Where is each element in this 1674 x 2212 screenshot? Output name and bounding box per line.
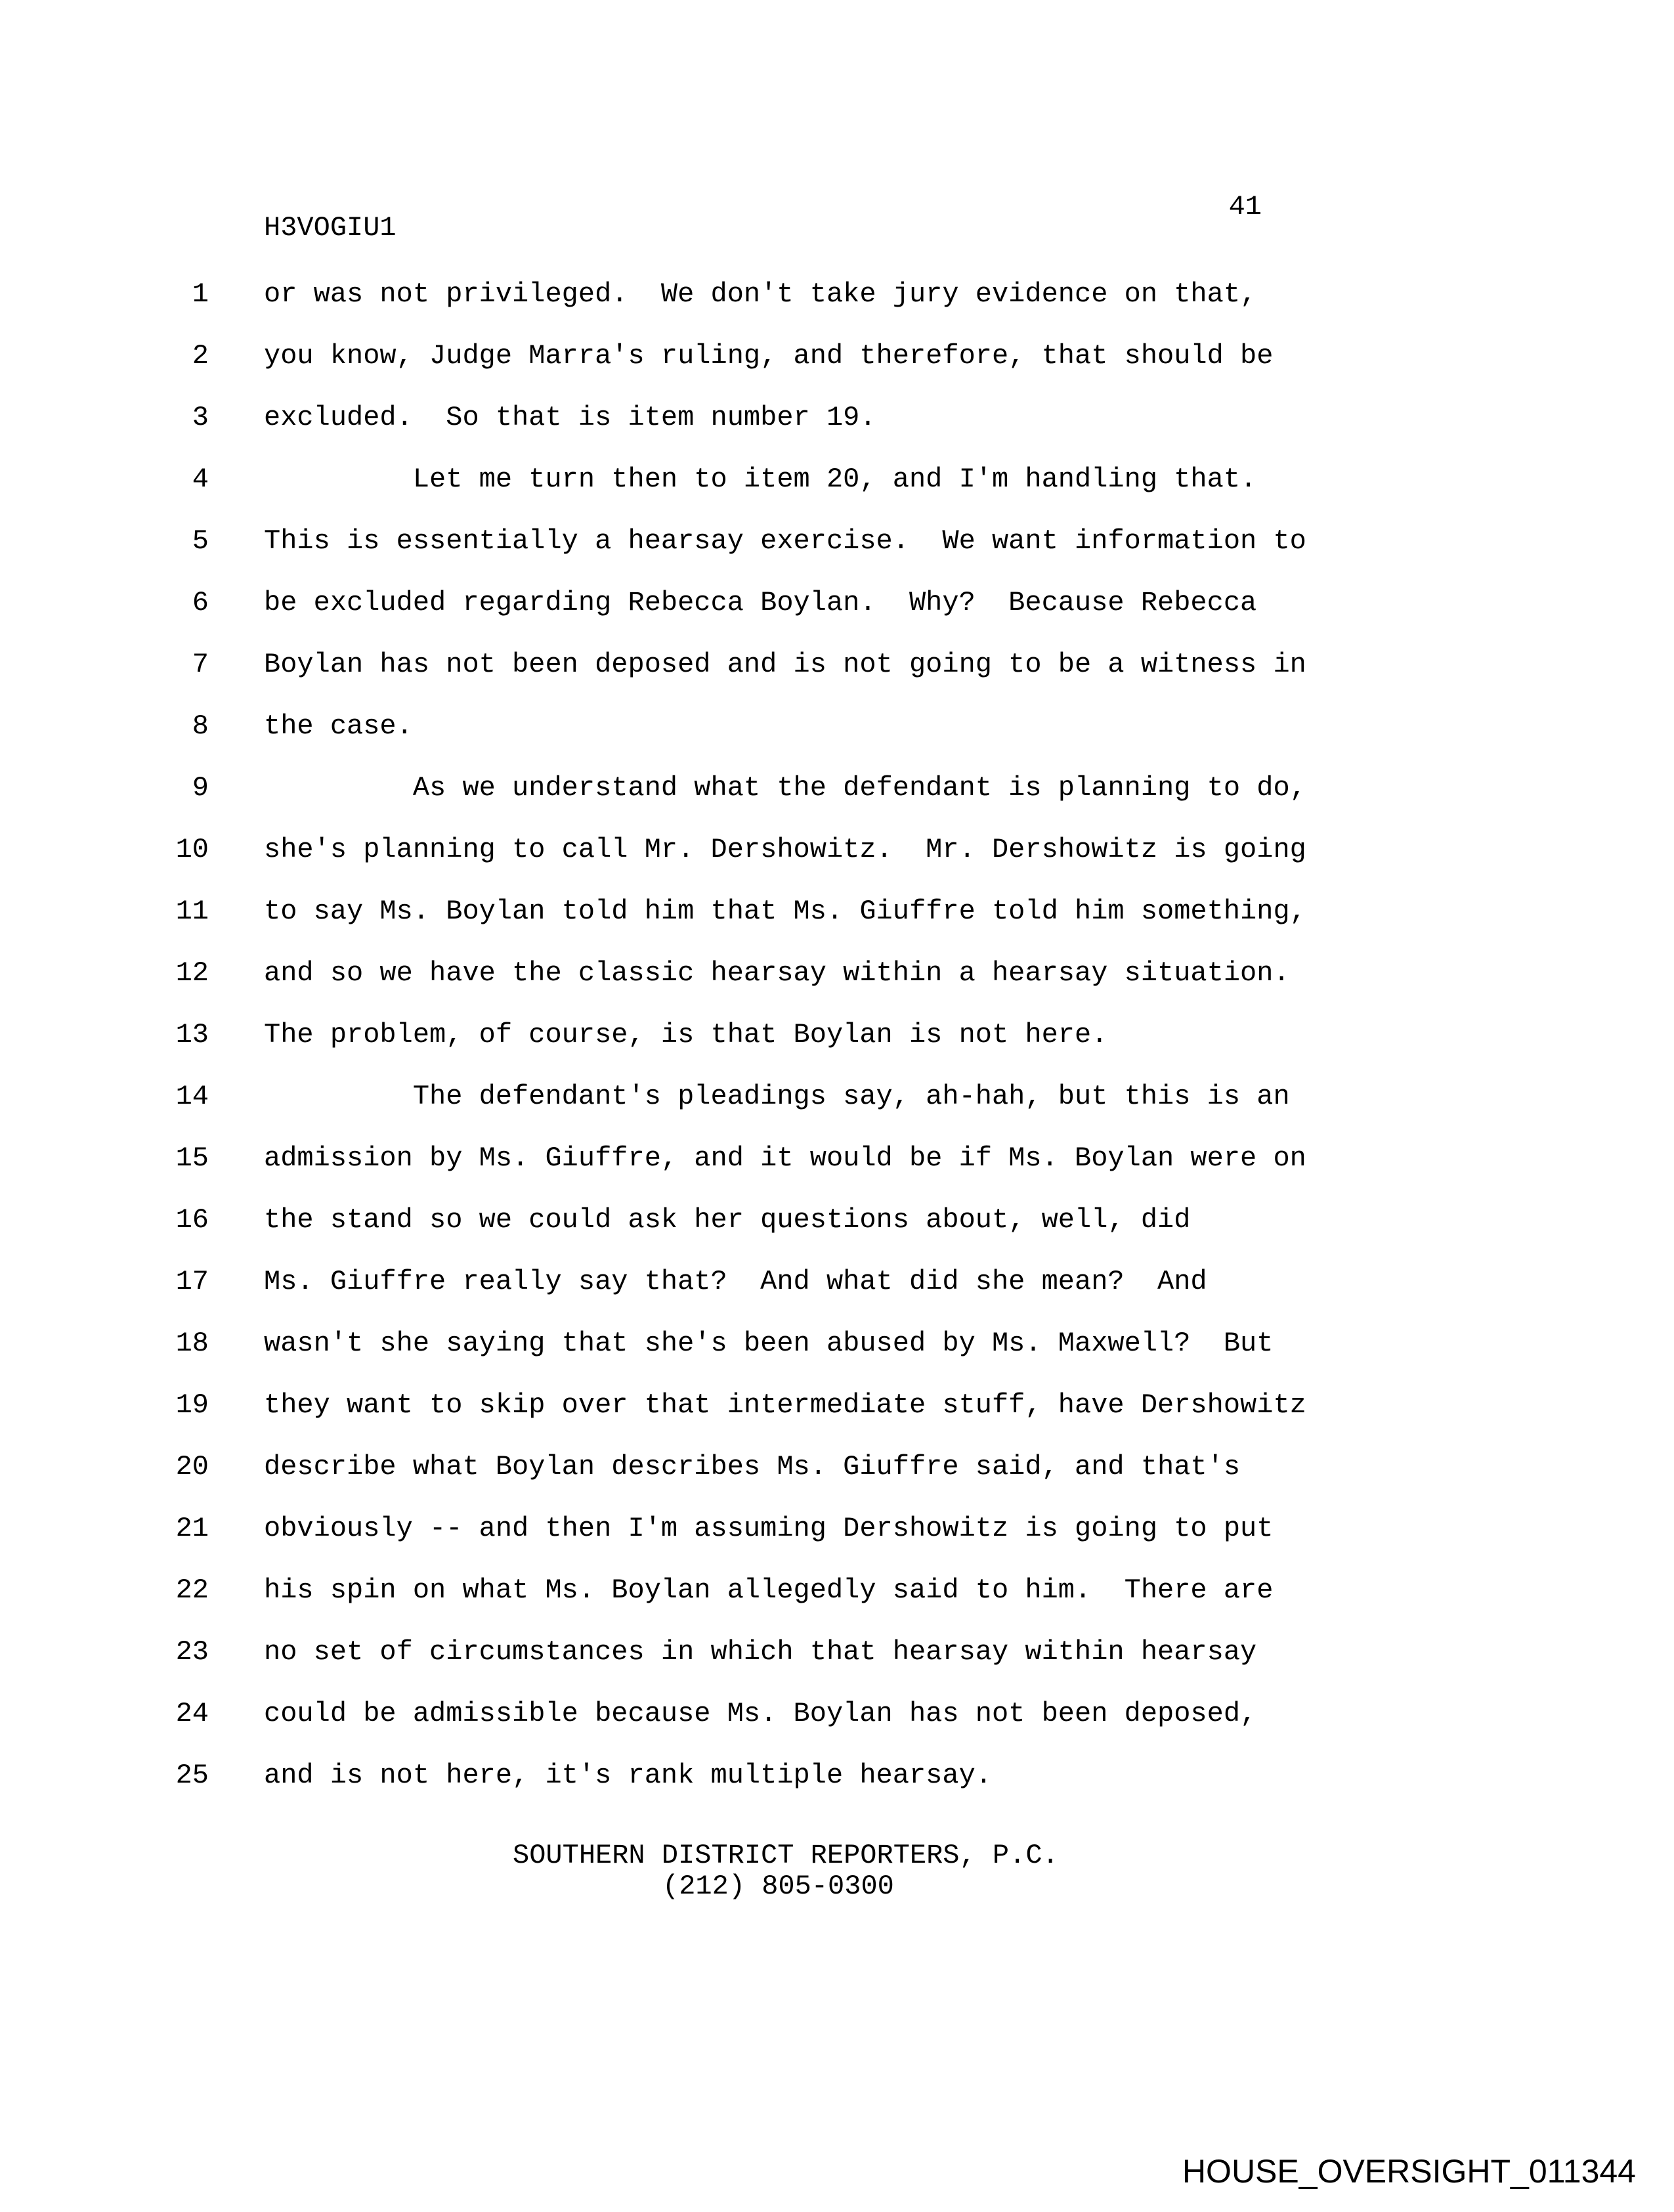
line-number: 22: [175, 1574, 209, 1606]
line-number: 12: [175, 957, 209, 989]
line-text: Ms. Giuffre really say that? And what did she mean? And: [264, 1266, 1207, 1297]
line-number: 11: [175, 896, 209, 927]
line-number: 24: [175, 1698, 209, 1729]
line-number: 4: [192, 464, 209, 495]
transcript-line-row: [0, 1575, 1674, 1605]
transcript-header-code: H3VOGIU1: [264, 212, 397, 244]
line-text: Let me turn then to item 20, and I'm handling that.: [264, 464, 1257, 495]
line-text: the case.: [264, 710, 413, 742]
line-text: This is essentially a hearsay exercise. We want information to: [264, 525, 1306, 557]
transcript-line-row: [0, 279, 1674, 309]
line-number: 8: [192, 710, 209, 742]
reporter-footer-name: SOUTHERN DISTRICT REPORTERS, P.C.: [513, 1840, 1059, 1871]
transcript-line-row: [0, 1390, 1674, 1420]
transcript-line-row: [0, 1699, 1674, 1729]
line-text: be excluded regarding Rebecca Boylan. Why? Because Rebecca: [264, 587, 1257, 618]
transcript-line-row: [0, 1205, 1674, 1235]
line-number: 21: [175, 1513, 209, 1544]
line-number: 25: [175, 1760, 209, 1791]
transcript-line-row: [0, 649, 1674, 680]
line-text: As we understand what the defendant is planning to do,: [264, 772, 1306, 804]
line-text: obviously -- and then I'm assuming Dershowitz is going to put: [264, 1513, 1274, 1544]
line-text: and so we have the classic hearsay within a hearsay situation.: [264, 957, 1290, 989]
line-text: excluded. So that is item number 19.: [264, 402, 876, 433]
transcript-line-row: [0, 773, 1674, 803]
line-number: 1: [192, 278, 209, 310]
line-text: to say Ms. Boylan told him that Ms. Giuffre told him something,: [264, 896, 1306, 927]
transcript-line-row: [0, 958, 1674, 988]
bates-stamp: HOUSE_OVERSIGHT_011344: [1182, 2153, 1636, 2190]
line-number: 5: [192, 525, 209, 557]
line-text: or was not privileged. We don't take jury evidence on that,: [264, 278, 1257, 310]
line-text: and is not here, it's rank multiple hearsay.: [264, 1760, 992, 1791]
transcript-line-row: [0, 588, 1674, 618]
transcript-line-row: [0, 1081, 1674, 1112]
line-number: 10: [175, 834, 209, 865]
transcript-line-row: [0, 341, 1674, 371]
line-text: admission by Ms. Giuffre, and it would be if Ms. Boylan were on: [264, 1142, 1306, 1174]
transcript-line-row: [0, 896, 1674, 926]
transcript-line-row: [0, 1143, 1674, 1173]
line-number: 23: [175, 1636, 209, 1668]
transcript-line-row: [0, 1267, 1674, 1297]
line-number: 13: [175, 1019, 209, 1051]
line-number: 2: [192, 340, 209, 372]
line-number: 3: [192, 402, 209, 433]
line-number: 19: [175, 1389, 209, 1421]
transcript-line-row: [0, 1637, 1674, 1667]
line-text: could be admissible because Ms. Boylan has not been deposed,: [264, 1698, 1257, 1729]
line-number: 6: [192, 587, 209, 618]
line-number: 20: [175, 1451, 209, 1483]
line-number: 14: [175, 1081, 209, 1112]
line-number: 17: [175, 1266, 209, 1297]
line-text: The defendant's pleadings say, ah-hah, but this is an: [264, 1081, 1290, 1112]
line-text: no set of circumstances in which that hearsay within hearsay: [264, 1636, 1257, 1668]
page-number: 41: [1228, 191, 1262, 223]
line-text: the stand so we could ask her questions about, well, did: [264, 1204, 1191, 1236]
line-number: 15: [175, 1142, 209, 1174]
line-text: his spin on what Ms. Boylan allegedly said to him. There are: [264, 1574, 1274, 1606]
line-text: you know, Judge Marra's ruling, and therefore, that should be: [264, 340, 1274, 372]
line-text: wasn't she saying that she's been abused by Ms. Maxwell? But: [264, 1328, 1274, 1359]
transcript-line-row: [0, 835, 1674, 865]
transcript-line-row: [0, 526, 1674, 556]
line-number: 16: [175, 1204, 209, 1236]
transcript-line-row: [0, 1020, 1674, 1050]
transcript-line-row: [0, 1760, 1674, 1790]
line-number: 7: [192, 649, 209, 680]
line-text: she's planning to call Mr. Dershowitz. Mr. Dershowitz is going: [264, 834, 1306, 865]
line-text: they want to skip over that intermediate stuff, have Dershowitz: [264, 1389, 1306, 1421]
line-text: Boylan has not been deposed and is not going to be a witness in: [264, 649, 1306, 680]
line-number: 9: [192, 772, 209, 804]
transcript-line-row: [0, 1328, 1674, 1358]
line-text: describe what Boylan describes Ms. Giuffre said, and that's: [264, 1451, 1241, 1483]
transcript-line-row: [0, 1513, 1674, 1544]
reporter-footer-phone: (212) 805-0300: [662, 1871, 894, 1902]
line-text: The problem, of course, is that Boylan is not here.: [264, 1019, 1108, 1051]
transcript-line-row: [0, 1452, 1674, 1482]
transcript-line-row: [0, 464, 1674, 494]
transcript-line-row: [0, 711, 1674, 741]
transcript-line-row: [0, 402, 1674, 433]
line-number: 18: [175, 1328, 209, 1359]
